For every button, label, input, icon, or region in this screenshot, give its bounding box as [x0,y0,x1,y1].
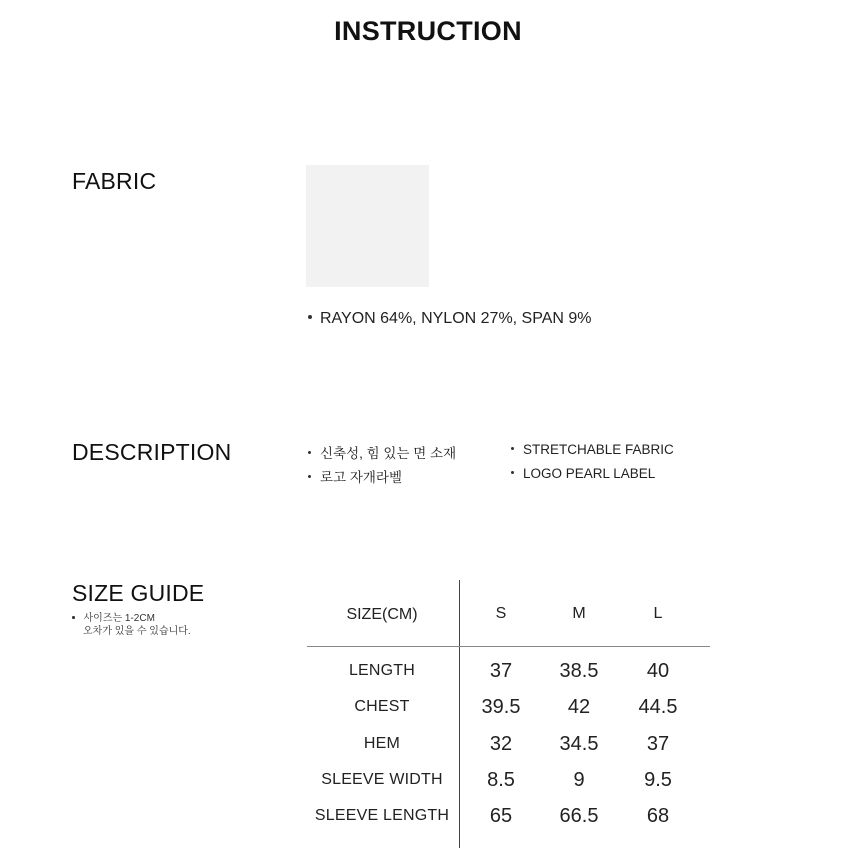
size-column-m: M [572,605,586,622]
table-row-label: CHEST [354,698,410,715]
description-item-text: 신축성, 힘 있는 면 소재 [320,446,457,461]
description-item-ko-1 [308,442,456,462]
fabric-swatch [306,165,429,287]
table-cell: 9 [573,769,585,791]
fabric-composition-text: RAYON 64%, NYLON 27%, SPAN 9% [320,310,592,327]
description-item-en-2 [511,466,655,481]
table-header-divider [307,646,710,647]
table-cell: 68 [646,805,670,827]
bullet-dot-icon [72,616,75,619]
bullet-dot-icon [308,475,311,478]
table-row-label: HEM [363,735,401,752]
size-guide-heading: SIZE GUIDE [72,580,205,606]
size-note-line2: 오차가 있을 수 있습니다. [83,626,191,637]
table-cell: 65 [489,805,513,827]
size-column-l: L [653,605,663,622]
description-heading: DESCRIPTION [72,439,232,465]
table-cell: 32 [489,733,513,755]
description-item-text: LOGO PEARL LABEL [523,466,656,481]
description-item-text: STRETCHABLE FABRIC [523,442,674,457]
table-cell: 40 [646,660,670,682]
bullet-dot-icon [511,471,514,474]
table-cell: 38.5 [559,660,599,682]
table-cell: 9.5 [644,769,672,791]
table-cell: 8.5 [487,769,515,791]
table-vertical-divider [459,580,460,848]
table-cell: 44.5 [638,696,678,718]
size-column-s: S [495,605,507,622]
size-table-header-label: SIZE(CM) [346,606,418,623]
table-cell: 42 [567,696,591,718]
table-row-label: SLEEVE WIDTH [321,771,443,788]
table-cell: 37 [646,733,670,755]
table-cell: 37 [489,660,513,682]
table-cell: 39.5 [481,696,521,718]
bullet-dot-icon [308,451,311,454]
table-cell: 34.5 [559,733,599,755]
bullet-dot-icon [511,447,514,450]
description-item-text: 로고 자개라벨 [320,470,402,485]
fabric-heading: FABRIC [72,168,157,194]
size-guide-note [72,612,191,638]
page-title: INSTRUCTION [334,16,522,46]
fabric-composition [308,310,592,328]
description-item-ko-2 [308,466,402,486]
bullet-dot-icon [308,315,312,319]
table-row-label: SLEEVE LENGTH [314,807,450,824]
table-row-label: LENGTH [348,662,416,679]
size-note-line1: 사이즈는 1-2CM [83,613,155,624]
table-cell: 66.5 [559,805,599,827]
description-item-en-1 [511,442,674,457]
